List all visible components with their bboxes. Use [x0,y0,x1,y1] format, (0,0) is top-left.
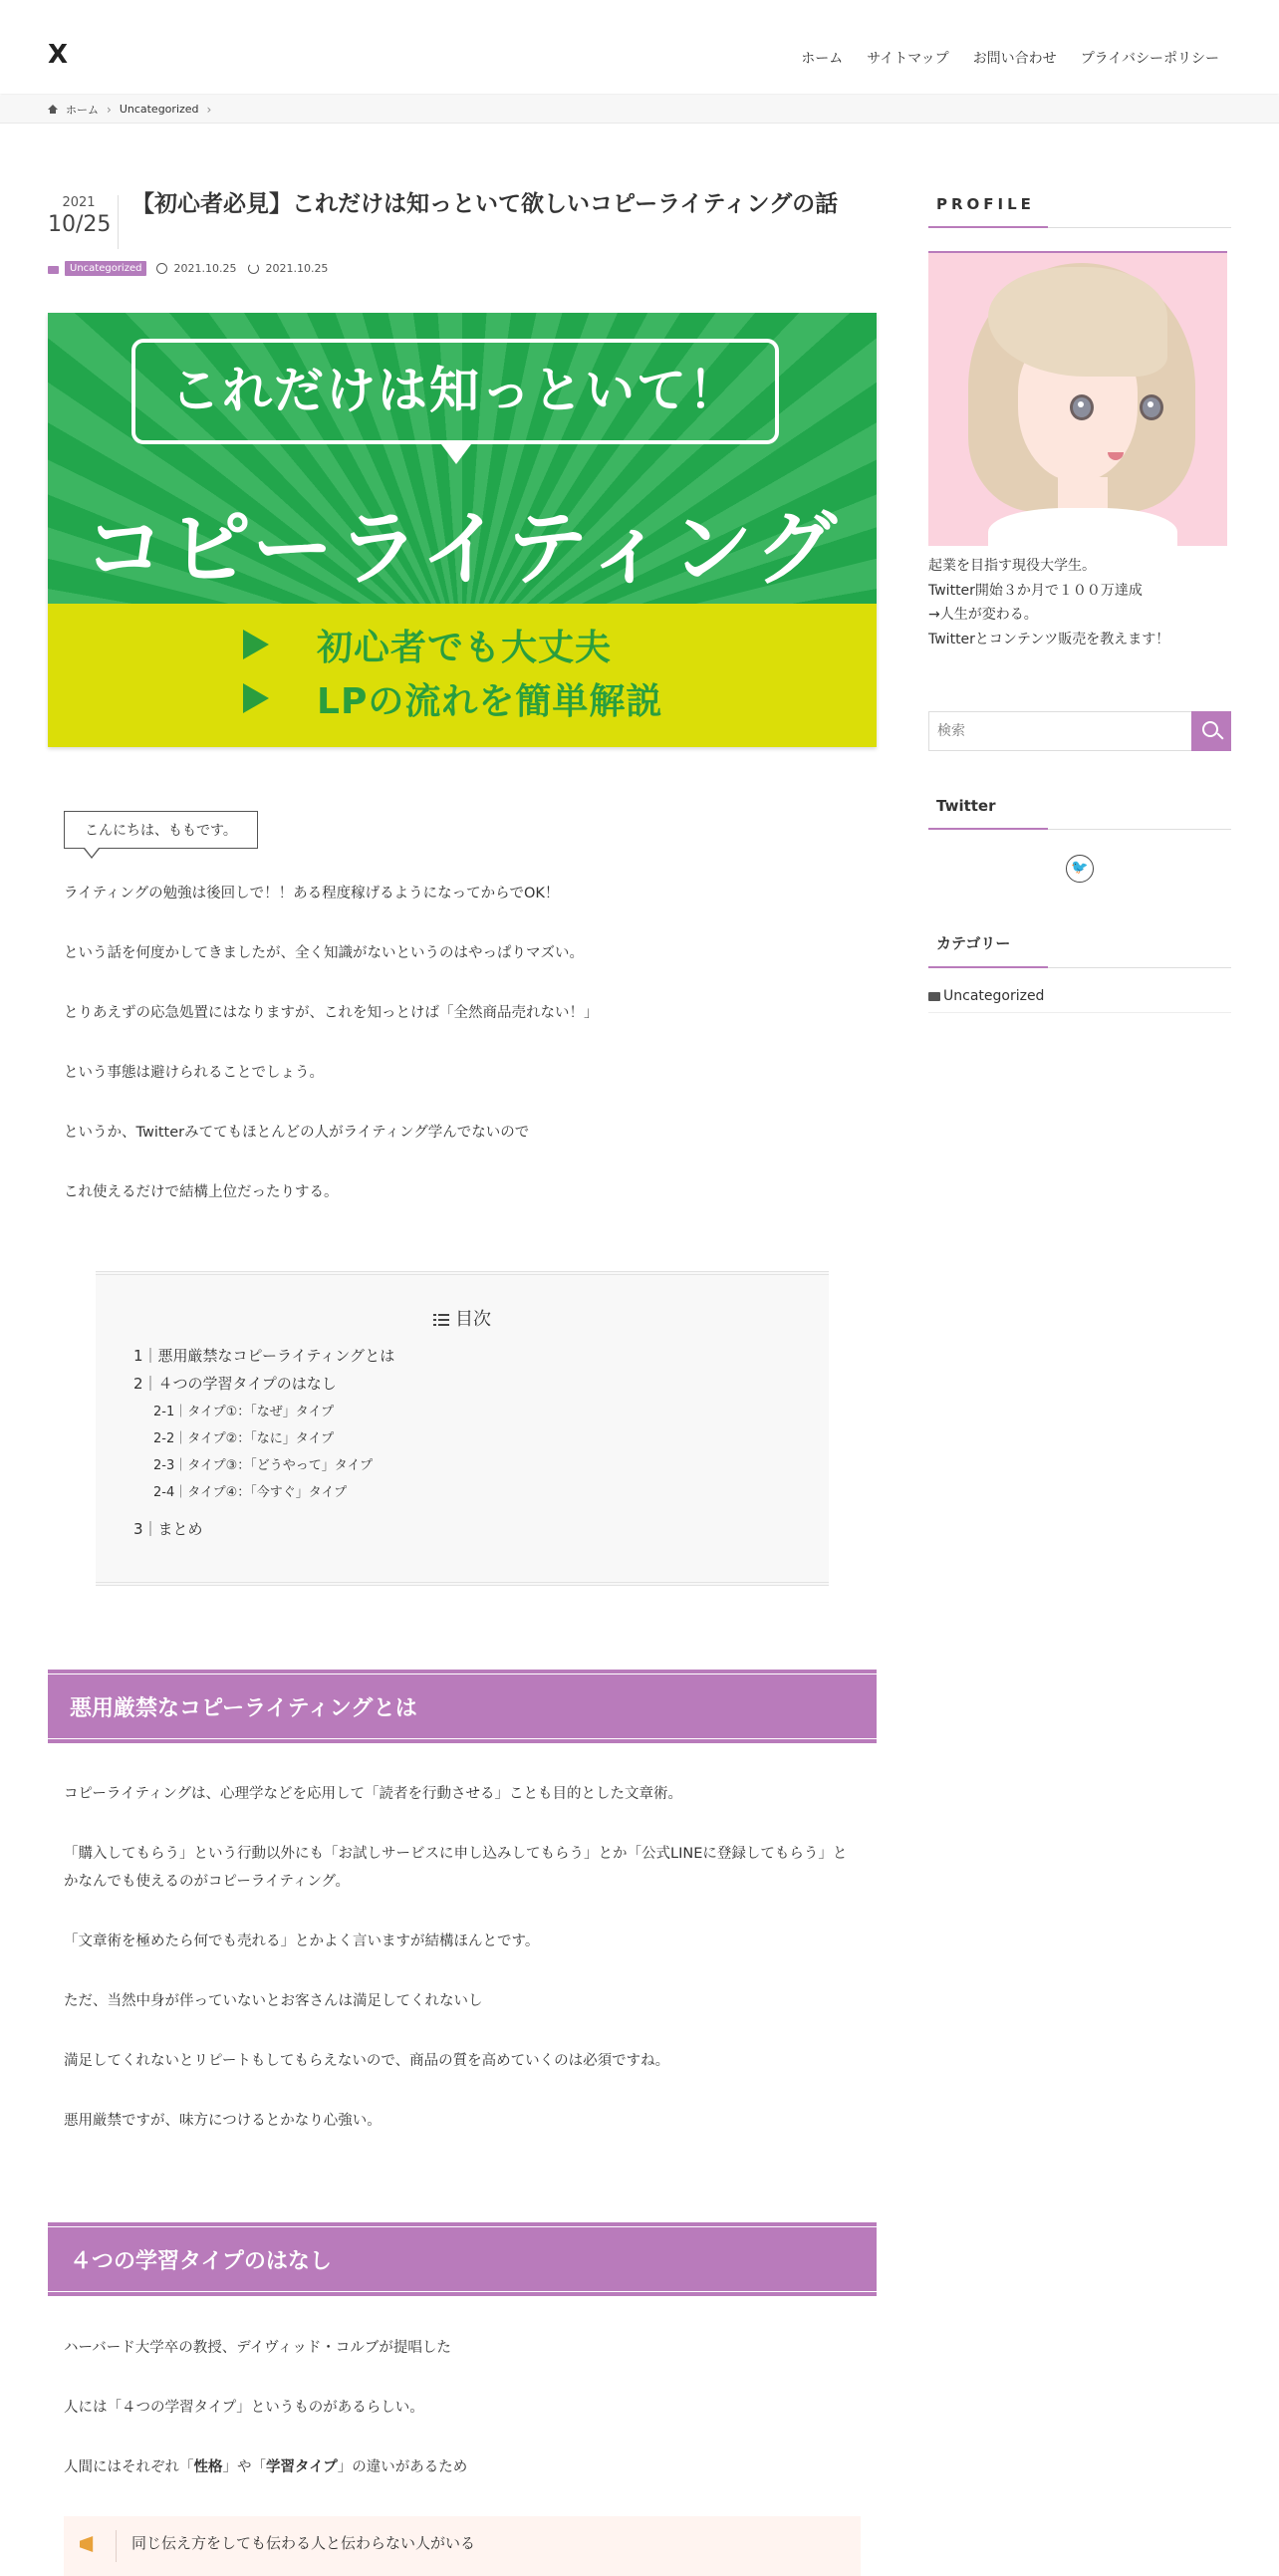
paragraph: 満足してくれないとリピートもしてもらえないので、商品の質を高めていくのは必須ですね。 [64,2053,670,2069]
nav-item-home[interactable]: ホーム [801,51,844,67]
clock-icon [156,263,167,274]
speech-bubble-tail [84,849,100,859]
profile-line: Twitter開始３か月で１００万達成 [928,582,1143,599]
folder-icon [928,992,940,1001]
folder-icon [48,266,59,274]
toc-item[interactable]: 3｜まとめ [133,1520,203,1538]
point-box [64,2516,861,2576]
post-date [48,195,110,237]
point-box-text: 同じ伝え方をしても伝わる人と伝わらない人がいる [131,2534,476,2552]
nav-item-contact[interactable]: お問い合わせ [972,51,1057,67]
page-title: 【初心者必見】これだけは知っといて欲しいコピーライティングの話 [131,191,839,217]
toc-title-text: 目次 [455,1309,491,1330]
updated-date: 2021.10.25 [265,262,329,275]
eyecatch-image [48,313,877,747]
paragraph: というか、Twitterみててもほとんどの人がライティング学んでないので [64,1125,530,1141]
toc-item[interactable]: 1｜悪用厳禁なコピーライティングとは [133,1347,395,1365]
widget-title-text: PROFILE [936,195,1035,213]
text-span: 人間にはそれぞれ「 [64,2459,194,2475]
eyecatch-line-1: 初心者でも大丈夫 [317,628,613,668]
section-heading: ４つの学習タイプのはなし [48,2222,877,2296]
post-meta [48,261,328,276]
title-underline [928,226,1048,228]
update-icon [248,263,259,274]
avatar-eye [1140,394,1163,420]
category-badge[interactable]: Uncategorized [65,261,146,276]
profile-line: 起業を目指す現役大学生。 [928,558,1096,574]
home-icon [48,105,58,114]
title-underline [928,966,1048,968]
paragraph: という事態は避けられることでしょう。 [64,1065,324,1081]
bold-text: 学習タイプ [266,2459,338,2475]
search-button[interactable] [1191,711,1231,751]
play-triangle-icon [243,683,269,713]
toc-subitem[interactable]: 2-4｜タイプ④：「今すぐ」タイプ [153,1485,348,1500]
megaphone-icon [80,2536,102,2552]
eyecatch-bubble-tail [438,440,474,464]
toc-item[interactable]: 2｜４つの学習タイプのはなし [133,1375,337,1393]
global-nav [801,48,1219,68]
list-icon [433,1314,449,1326]
paragraph: ライティングの勉強は後回しで！！ある程度稼げるようになってからでOK！ [64,886,560,902]
paragraph: という話を何度かしてきましたが、全く知識がないというのはやっぱりマズい。 [64,945,584,961]
toc-subitem[interactable]: 2-1｜タイプ①：「なぜ」タイプ [153,1405,335,1419]
paragraph: とりあえずの応急処置にはなりますが、これを知っとけば「全然商品売れない！」 [64,1005,599,1021]
play-triangle-icon [243,630,269,659]
paragraph [64,2454,861,2482]
search-input[interactable] [929,712,1192,750]
text-span: 」の違いがあるため [337,2459,468,2475]
widget-title-text: カテゴリー [936,934,1011,952]
speech-bubble: こんにちは、ももです。 [64,811,258,849]
paragraph: 「文章術を極めたら何でも売れる」とかよく言いますが結構ほんとです。 [64,1933,540,1949]
breadcrumb [0,96,1279,124]
eyecatch-bubble-text: これだけは知っといて！ [170,362,740,419]
avatar [928,251,1227,546]
category-list-item[interactable] [928,988,1231,1013]
avatar-shirt [988,508,1177,546]
section-heading: 悪用厳禁なコピーライティングとは [48,1670,877,1743]
post-date-year: 2021 [62,195,96,210]
toc-subitem[interactable]: 2-3｜タイプ③：「どうやって」タイプ [153,1458,374,1473]
eyecatch-line-2: LPの流れを簡単解説 [317,681,663,722]
widget-title-text: Twitter [936,797,996,815]
profile-line: →人生が変わる。 [928,607,1038,623]
toc-subitem[interactable]: 2-2｜タイプ②：「なに」タイプ [153,1431,335,1446]
nav-item-privacy[interactable]: プライバシーポリシー [1080,51,1219,67]
paragraph: 人には「４つの学習タイプ」というものがあるらしい。 [64,2400,424,2416]
chevron-right-icon: › [107,102,112,117]
point-box-divider [116,2530,117,2562]
site-logo[interactable]: X [48,40,69,70]
breadcrumb-home[interactable]: ホーム [66,103,99,117]
paragraph: 悪用厳禁ですが、味方につけるとかなり心強い。 [64,2113,382,2129]
twitter-icon[interactable]: 🐦 [1066,855,1094,883]
date-divider [118,195,119,249]
widget-title-category [928,932,1231,968]
paragraph: 「購入してもらう」という行動以外にも「お試しサービスに申し込みしてもらう」とか「公式LINEに登録してもらう」とかなんでも使えるのがコピーライティング。 [64,1846,848,1890]
profile-line: Twitterとコンテンツ販売を教えます！ [928,631,1170,647]
published-date: 2021.10.25 [173,262,237,275]
bold-text: 性格 [193,2459,223,2475]
toc-title [96,1305,829,1331]
table-of-contents [96,1271,829,1586]
breadcrumb-category[interactable]: Uncategorized [119,103,199,116]
text-span: 」や「 [222,2459,266,2475]
paragraph: ただ、当然中身が伴っていないとお客さんは満足してくれないし [64,1993,483,2009]
paragraph: コピーライティングは、心理学などを応用して「読者を行動させる」ことも目的とした文章術。 [64,1786,683,1802]
category-label: Uncategorized [943,988,1045,1004]
avatar-eye [1070,394,1094,420]
paragraph: ハーバード大学卒の教授、デイヴィッド・コルブが提唱した [64,2340,451,2356]
profile-text [928,554,1169,651]
site-header [0,0,1279,94]
paragraph: これ使えるだけで結構上位だったりする。 [64,1184,339,1200]
title-underline [928,828,1048,830]
widget-title-twitter [928,797,1231,830]
widget-title-profile [928,195,1231,228]
post-date-monthday: 10/25 [48,212,112,237]
eyecatch-main-text: コピーライティング [83,502,842,597]
search-form [928,711,1231,751]
nav-item-sitemap[interactable]: サイトマップ [867,51,949,67]
chevron-right-icon: › [206,102,212,117]
